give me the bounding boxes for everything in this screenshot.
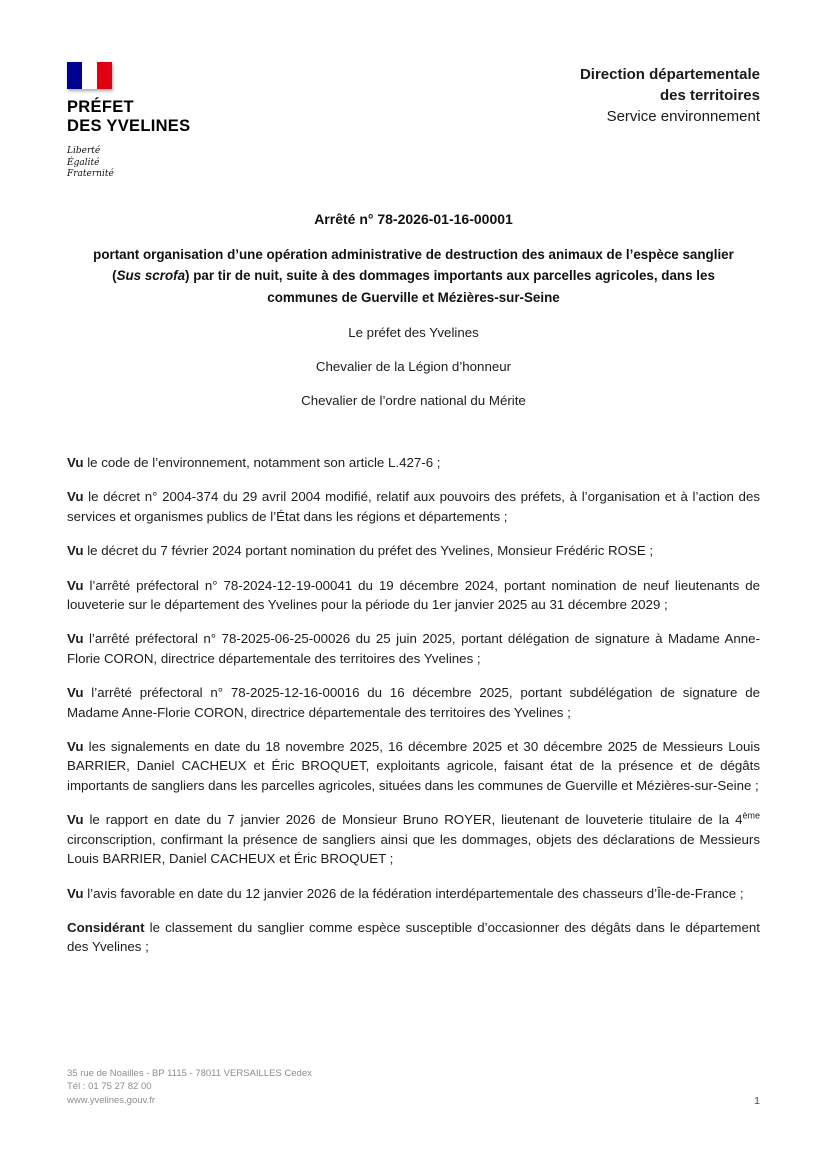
recital-paragraph-8 bbox=[67, 810, 760, 868]
paragraph-text: les signalements en date du 18 novembre 2025, 16 décembre 2025 et 30 décembre 2025 de Messieurs Louis BARRIER, Daniel CACHEUX et Éric BROQUET, exploitants agricole, faisant état de la présence et de dégâts importants de sangliers dans les parcelles agricoles, situées dans les communes de Guerville et Mézières-sur-Seine ; bbox=[67, 739, 760, 793]
recital-paragraph-5 bbox=[67, 629, 760, 668]
paragraph-lead: Vu bbox=[67, 739, 84, 755]
paragraph-text: l’arrêté préfectoral n° 78-2024-12-19-00041 du 19 décembre 2024, portant nomination de neuf lieutenants de louveterie sur le département des Yvelines pour la période du 1er janvier 2025 au 31 décembre 2029 ; bbox=[67, 577, 760, 613]
prefecture-name-line1: PRÉFET bbox=[67, 98, 134, 116]
prefecture-logo bbox=[67, 62, 307, 181]
flag-stripe-red bbox=[97, 62, 112, 89]
footer-contact-block bbox=[67, 1067, 312, 1108]
page-number: 1 bbox=[754, 1095, 760, 1107]
subject-part2: ) par tir de nuit, suite à des dommages importants aux parcelles agricoles, dans les communes de Guerville et Mézières-sur-Seine bbox=[185, 268, 715, 305]
paragraph-text: le classement du sanglier comme espèce susceptible d’occasionner des dégâts dans le département des Yvelines ; bbox=[67, 919, 760, 955]
paragraph-text: l’arrêté préfectoral n° 78-2025-06-25-00026 du 25 juin 2025, portant délégation de signature à Madame Anne-Florie CORON, directrice départementale des territoires des Yvelines ; bbox=[67, 631, 760, 666]
footer-website: www.yvelines.gouv.fr bbox=[67, 1094, 155, 1106]
motto-egalite: Égalité bbox=[67, 157, 100, 168]
recital-paragraph-6 bbox=[67, 683, 760, 722]
flag-stripe-white bbox=[82, 62, 97, 89]
paragraph-lead: Vu bbox=[67, 685, 84, 701]
recitals-block bbox=[67, 453, 760, 957]
footer-address: 35 rue de Noailles - BP 1115 - 78011 VERSAILLES Cedex bbox=[67, 1067, 312, 1079]
recital-paragraph-3 bbox=[67, 541, 760, 560]
service-line-3: Service environnement bbox=[606, 108, 760, 125]
motto-fraternite: Fraternité bbox=[67, 169, 114, 179]
recital-paragraph-7 bbox=[67, 737, 760, 795]
paragraph-lead: Considérant bbox=[67, 919, 145, 935]
document-header bbox=[67, 62, 760, 181]
paragraph-lead: Vu bbox=[67, 577, 84, 593]
french-flag-icon bbox=[67, 62, 112, 89]
document-footer bbox=[67, 1067, 760, 1108]
paragraph-lead: Vu bbox=[67, 812, 84, 828]
document-subject bbox=[80, 244, 748, 309]
recital-paragraph-1 bbox=[67, 453, 760, 472]
prefecture-name bbox=[67, 98, 307, 135]
paragraph-text: l’arrêté préfectoral n° 78-2025-12-16-00016 du 16 décembre 2025, portant subdélégation de signature de Madame Anne-Florie CORON, directrice départementale des territoires des Yvelines ; bbox=[67, 685, 760, 720]
document-title: Arrêté n° 78-2026-01-16-00001 bbox=[314, 210, 513, 227]
paragraph-text: circonscription, confirmant la présence de sangliers ainsi que les dommages, objets des déclarations de Messieurs Louis BARRIER, Daniel CACHEUX et Éric BROQUET ; bbox=[67, 831, 760, 867]
paragraph-text: le décret n° 2004-374 du 29 avril 2004 modifié, relatif aux pouvoirs des préfets, à l’organisation et à l’action des services et organismes publics de l’État dans les régions et départements ; bbox=[67, 489, 760, 524]
paragraph-lead: Vu bbox=[67, 631, 84, 647]
paragraph-lead: Vu bbox=[67, 489, 84, 505]
recital-paragraph-9 bbox=[67, 884, 760, 903]
paragraph-lead: Vu bbox=[67, 885, 84, 901]
authority-line-3: Chevalier de l’ordre national du Mérite bbox=[301, 393, 526, 408]
paragraph-lead: Vu bbox=[67, 455, 84, 470]
motto-liberte: Liberté bbox=[67, 146, 101, 156]
paragraph-lead: Vu bbox=[67, 543, 84, 559]
considerant-paragraph bbox=[67, 918, 760, 957]
paragraph-text: le décret du 7 février 2024 portant nomination du préfet des Yvelines, Monsieur Frédéric ROSE ; bbox=[83, 543, 654, 559]
service-line-1: Direction départementale bbox=[579, 66, 760, 83]
paragraph-text: le rapport en date du 7 janvier 2026 de Monsieur Bruno ROYER, lieutenant de louveterie titulaire de la 4 bbox=[83, 812, 743, 828]
authority-line-1: Le préfet des Yvelines bbox=[348, 325, 479, 340]
paragraph-text: le code de l’environnement, notamment son article L.427-6 ; bbox=[83, 455, 441, 470]
flag-stripe-blue bbox=[67, 62, 82, 89]
subject-part1: portant organisation d’une opération administrative de destruction des animaux de l’espèce sanglier ( bbox=[93, 246, 734, 283]
subject-species-latin: Sus scrofa bbox=[116, 268, 186, 283]
paragraph-text: l’avis favorable en date du 12 janvier 2026 de la fédération interdépartementale des chasseurs d’Île-de-France ; bbox=[83, 885, 744, 901]
issuing-service-block bbox=[580, 62, 760, 127]
footer-phone: Tél : 01 75 27 82 00 bbox=[67, 1081, 152, 1092]
authority-line-2: Chevalier de la Légion d’honneur bbox=[315, 359, 512, 374]
recital-paragraph-4 bbox=[67, 576, 760, 615]
republic-motto bbox=[67, 146, 307, 181]
recital-paragraph-2 bbox=[67, 487, 760, 526]
service-line-2: des territoires bbox=[659, 87, 760, 104]
prefecture-name-line2: DES YVELINES bbox=[67, 116, 191, 135]
ordinal-superscript: ème bbox=[742, 810, 760, 821]
